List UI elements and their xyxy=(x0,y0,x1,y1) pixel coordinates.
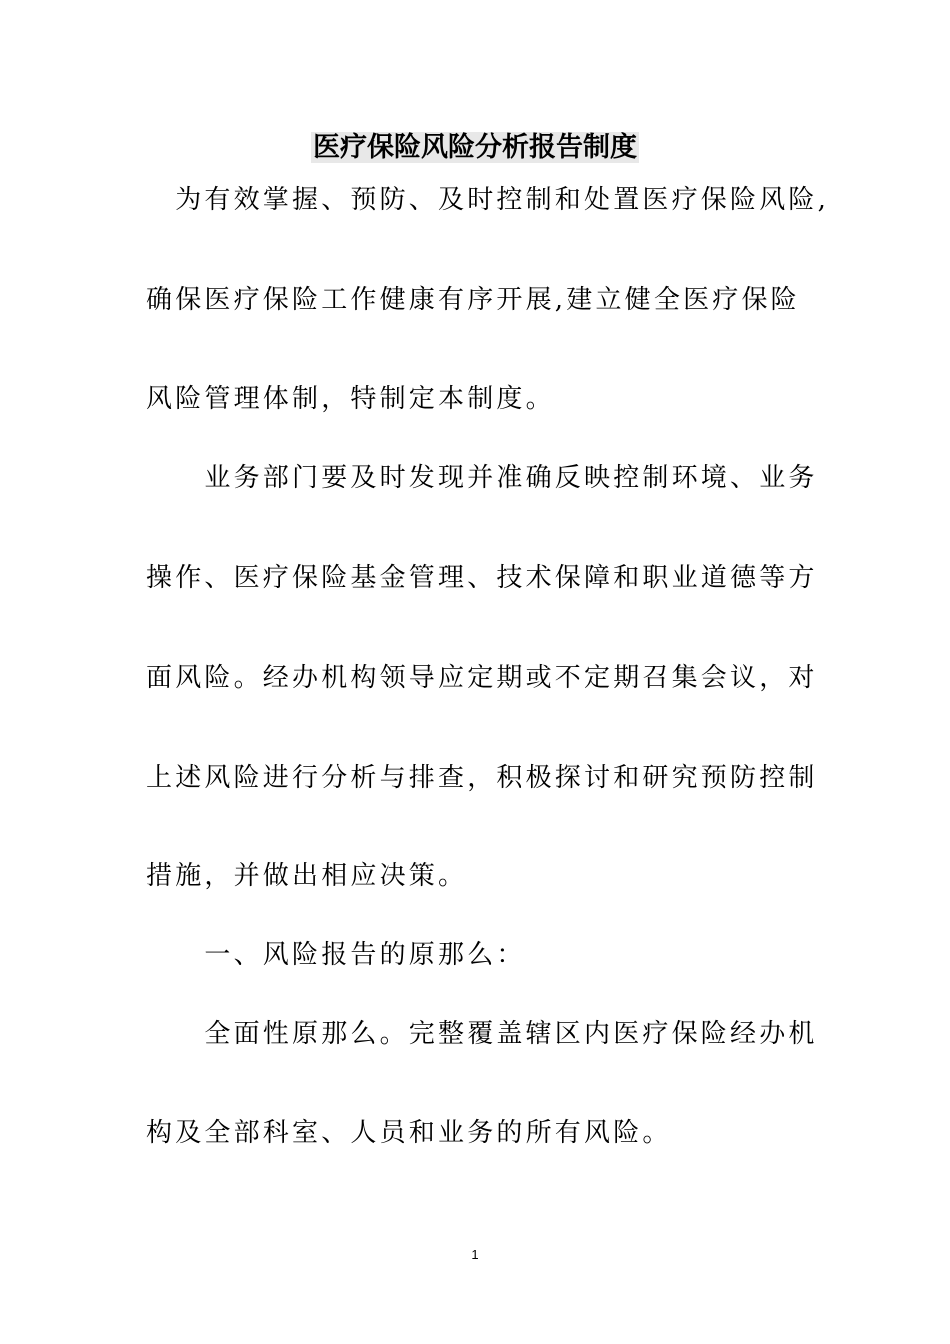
text-line: 构及全部科室、人员和业务的所有风险。 xyxy=(146,1118,672,1148)
text-line: 风险管理体制，特制定本制度。 xyxy=(146,384,555,414)
text-line: 面风险。经办机构领导应定期或不定期召集会议，对 xyxy=(146,663,818,693)
text-line: 业务部门要及时发现并准确反映控制环境、业务 xyxy=(146,463,818,493)
text-line: 操作、医疗保险基金管理、技术保障和职业道德等方 xyxy=(146,563,818,593)
page-number: 1 xyxy=(471,1247,479,1262)
text-line: 措施，并做出相应决策。 xyxy=(146,861,468,891)
text-line: 上述风险进行分析与排查，积极探讨和研究预防控制 xyxy=(146,763,818,793)
text-line: 全面性原那么。完整覆盖辖区内医疗保险经办机 xyxy=(146,1019,818,1049)
text-line: 确保医疗保险工作健康有序开展,建立健全医疗保险 xyxy=(146,285,800,315)
section-heading: 一、风险报告的原那么： xyxy=(146,940,526,970)
text-line: 为有效掌握、预防、及时控制和处置医疗保险风险, xyxy=(146,185,830,215)
document-title-text: 医疗保险风险分析报告制度 xyxy=(313,132,637,163)
document-title xyxy=(0,128,950,168)
